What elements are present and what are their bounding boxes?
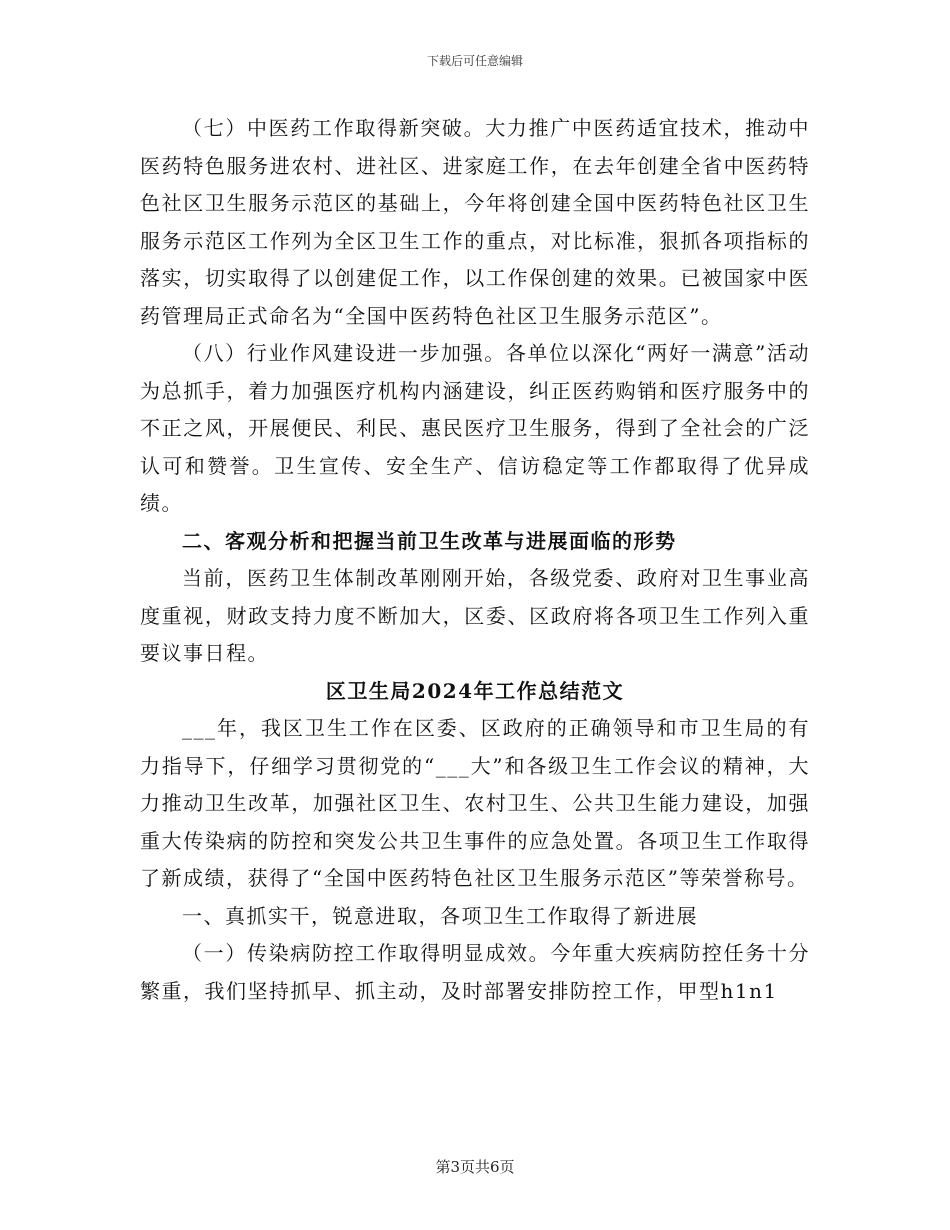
page-footer: 第3页共6页: [435, 1158, 515, 1176]
paragraph-current-situation: 当前，医药卫生体制改革刚刚开始，各级党委、政府对卫生事业高度重视，财政支持力度不断加大，区委、区政府将各项卫生工作列入重要议事日程。: [140, 566, 810, 665]
section-heading-situation: 二、客观分析和把握当前卫生改革与进展面临的形势: [182, 528, 677, 553]
page-header: 下载后可任意编辑: [426, 54, 523, 68]
paragraph-tcm-breakthrough: （七）中医药工作取得新突破。大力推广中医药适宜技术，推动中医药特色服务进农村、进社区、进家庭工作，在去年创建全省中医药特色社区卫生服务示范区的基础上，今年将创建全国中医药特色社区卫生服务示范区工作列为全区卫生工作的重点，对比标准，狠抓各项指标的落实，切实取得了以创建促工作，以工作保创建的效果。已被国家中医药管理局正式命名为“全国中医药特色社区卫生服务示范区”。: [140, 116, 810, 328]
document-body: [140, 110, 810, 1010]
document-title: 区卫生局2024年工作总结范文: [325, 678, 625, 703]
paragraph-intro: ___年，我区卫生工作在区委、区政府的正确领导和市卫生局的有力指导下，仔细学习贯彻党的“___大”和各级卫生工作会议的精神，大力推动卫生改革，加强社区卫生、农村卫生、公共卫生能力建设，加强重大传染病的防控和突发公共卫生事件的应急处置。各项卫生工作取得了新成绩，获得了“全国中医药特色社区卫生服务示范区”等荣誉称号。: [140, 716, 810, 890]
paragraph-disease-control: （一）传染病防控工作取得明显成效。今年重大疾病防控任务十分繁重，我们坚持抓早、抓主动，及时部署安排防控工作，甲型h1n1: [140, 941, 810, 1003]
section-heading-progress: 一、真抓实干，锐意进取，各项卫生工作取得了新进展: [182, 903, 698, 928]
paragraph-work-style: （八）行业作风建设进一步加强。各单位以深化“两好一满意”活动为总抓手，着力加强医疗机构内涵建设，纠正医药购销和医疗服务中的不正之风，开展便民、利民、惠民医疗卫生服务，得到了全社会的广泛认可和赞誉。卫生宣传、安全生产、信访稳定等工作都取得了优异成绩。: [140, 341, 810, 515]
